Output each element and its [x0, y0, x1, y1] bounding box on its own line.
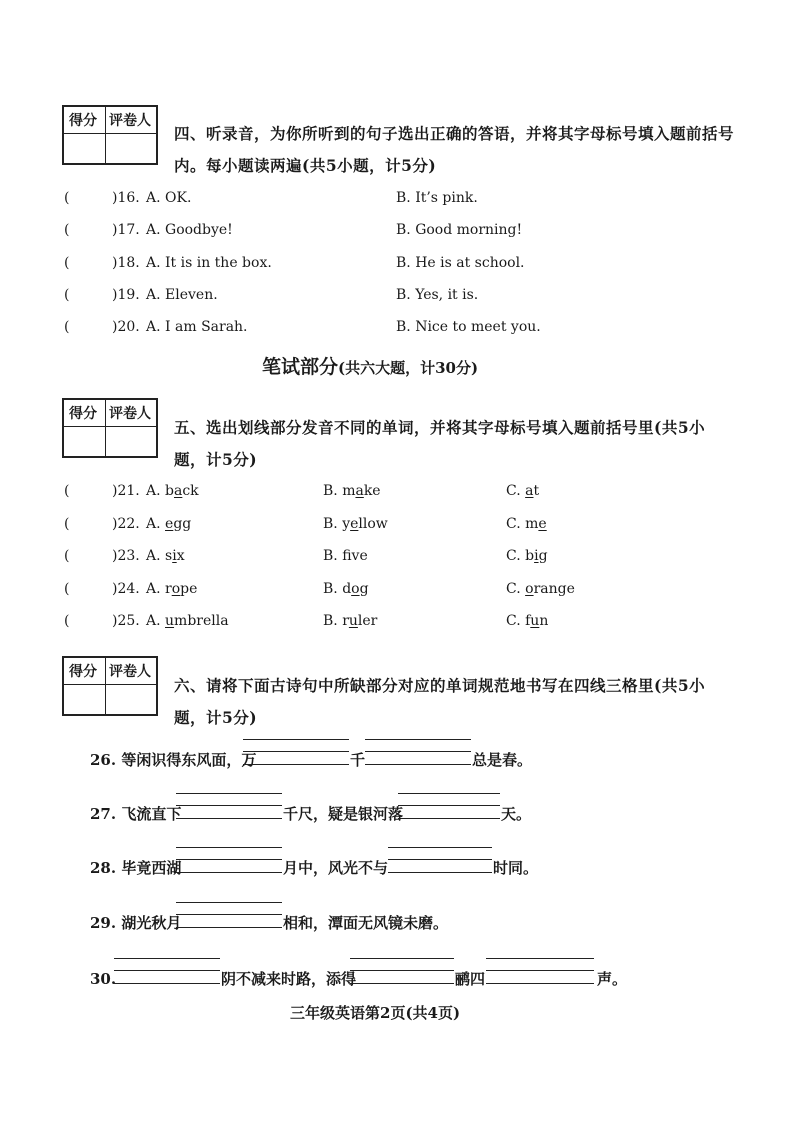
writing-blank[interactable]	[388, 847, 492, 873]
question-number: )17.	[112, 222, 140, 238]
q27-text-3: 天。	[501, 805, 532, 823]
grader-label: 评卷人	[109, 406, 151, 422]
question-24: ( )24. A. rope B. dog C. orange	[0, 578, 794, 600]
option-c: C. big	[506, 548, 548, 564]
question-20: ( )20. A. I am Sarah. B. Nice to meet you.	[0, 316, 794, 338]
score-box-section5	[62, 398, 158, 458]
q28-text-2: 月中，风光不与	[283, 859, 389, 877]
q28-text-1: 28. 毕竟西湖	[90, 859, 182, 877]
writing-blank[interactable]	[486, 958, 594, 984]
option-a: A. egg	[146, 516, 192, 532]
grader-label: 评卷人	[109, 113, 151, 129]
written-part-subtitle: (共六大题，计30分)	[338, 359, 479, 377]
question-number: )21.	[112, 483, 140, 499]
q29-text-1: 29. 湖光秋月	[90, 914, 182, 932]
question-18: ( )18. A. It is in the box. B. He is at school.	[0, 252, 794, 274]
option-b: B. fve	[323, 548, 368, 564]
question-number: )20.	[112, 319, 140, 335]
question-22: ( )22. A. egg B. yellow C. me	[0, 513, 794, 535]
section4-title-line2: 内。每小题读两遍(共5小题，计5分)	[174, 156, 437, 175]
option-a: A. rope	[146, 581, 198, 597]
q30-text-1: 30.	[90, 970, 117, 988]
option-a: A. six	[146, 548, 185, 564]
question-number: )16.	[112, 190, 140, 206]
option-b: B. Good morning!	[396, 222, 523, 238]
writing-blank[interactable]	[365, 739, 471, 765]
option-a: A. It is in the box.	[146, 255, 272, 271]
option-b: B. Nice to meet you.	[396, 319, 541, 335]
q26-text-2: 千	[350, 751, 366, 769]
q26-text-1: 26. 等闲识得东风面，万	[90, 751, 257, 769]
question-number: )18.	[112, 255, 140, 271]
writing-blank[interactable]	[176, 902, 282, 928]
writing-blank[interactable]	[114, 958, 220, 984]
option-a: A. Goodbye!	[146, 222, 233, 238]
option-a: A. I am Sarah.	[146, 319, 248, 335]
question-number: )24.	[112, 581, 140, 597]
option-b: B. ruler	[323, 613, 378, 629]
writing-blank[interactable]	[398, 793, 500, 819]
option-a: A. Eleven.	[146, 287, 218, 303]
option-c: C. orange	[506, 581, 575, 597]
option-b: B. yellow	[323, 516, 388, 532]
q28-text-3: 时同。	[493, 859, 539, 877]
question-25: ( )25. A. umbrella B. ruler C. fun	[0, 610, 794, 632]
question-number: )22.	[112, 516, 140, 532]
q29-text-2: 相和，潭面无风镜未磨。	[283, 914, 449, 932]
section4-title	[174, 118, 734, 182]
option-c: C. fun	[506, 613, 549, 629]
section5-title-line1: 五、选出划线部分发音不同的单词，并将其字母标号填入题前括号里(共5小	[174, 418, 706, 437]
score-label: 得分	[69, 113, 97, 129]
option-c: C. at	[506, 483, 540, 499]
question-21: ( )21. A. back B. make C. at	[0, 480, 794, 502]
option-b: B. It’s pink.	[396, 190, 478, 206]
q30-text-3: 鹂四	[455, 970, 486, 988]
question-16: ( )16. A. OK. B. It’s pink.	[0, 187, 794, 209]
question-number: )25.	[112, 613, 140, 629]
score-label: 得分	[69, 406, 97, 422]
q27-text-2: 千尺，疑是银河落	[283, 805, 404, 823]
question-17: ( )17. A. Goodbye! B. Good morning!	[0, 219, 794, 241]
option-c: C. me	[506, 516, 547, 532]
written-part-title: 笔试部分	[262, 356, 339, 378]
writing-blank[interactable]	[243, 739, 349, 765]
writing-blank[interactable]	[176, 793, 282, 819]
option-b: B. Yes, it is.	[396, 287, 479, 303]
option-a: A. OK.	[146, 190, 192, 206]
question-number: )19.	[112, 287, 140, 303]
writing-blank[interactable]	[350, 958, 454, 984]
option-a: A. umbrella	[146, 613, 229, 629]
score-label: 得分	[69, 664, 97, 680]
section5-title	[174, 412, 705, 476]
question-number: )23.	[112, 548, 140, 564]
page-footer: 三年级英语第2页(共4页)	[290, 1004, 461, 1022]
writing-blank[interactable]	[176, 847, 282, 873]
score-box-section6	[62, 656, 158, 716]
grader-label: 评卷人	[109, 664, 151, 680]
score-box-section4	[62, 105, 158, 165]
section6-title-line2: 题，计5分)	[174, 708, 258, 727]
section6-title	[174, 670, 705, 734]
q26-text-3: 总是春。	[472, 751, 533, 769]
q27-text-1: 27. 飞流直下	[90, 805, 182, 823]
question-23: ( )23. A. six B. fve C. big	[0, 545, 794, 567]
option-b: B. make	[323, 483, 381, 499]
section6-title-line1: 六、请将下面古诗句中所缺部分对应的单词规范地书写在四线三格里(共5小	[174, 676, 706, 695]
option-b: B. He is at school.	[396, 255, 525, 271]
section5-title-line2: 题，计5分)	[174, 450, 258, 469]
option-b: B. dog	[323, 581, 369, 597]
written-part-heading	[262, 352, 478, 379]
section4-title-line1: 四、听录音，为你所听到的句子选出正确的答语，并将其字母标号填入题前括号	[174, 124, 735, 143]
q30-text-4: 声。	[597, 970, 628, 988]
question-19: ( )19. A. Eleven. B. Yes, it is.	[0, 284, 794, 306]
option-a: A. back	[146, 483, 199, 499]
q30-text-2: 阴不减来时路，添得	[221, 970, 357, 988]
